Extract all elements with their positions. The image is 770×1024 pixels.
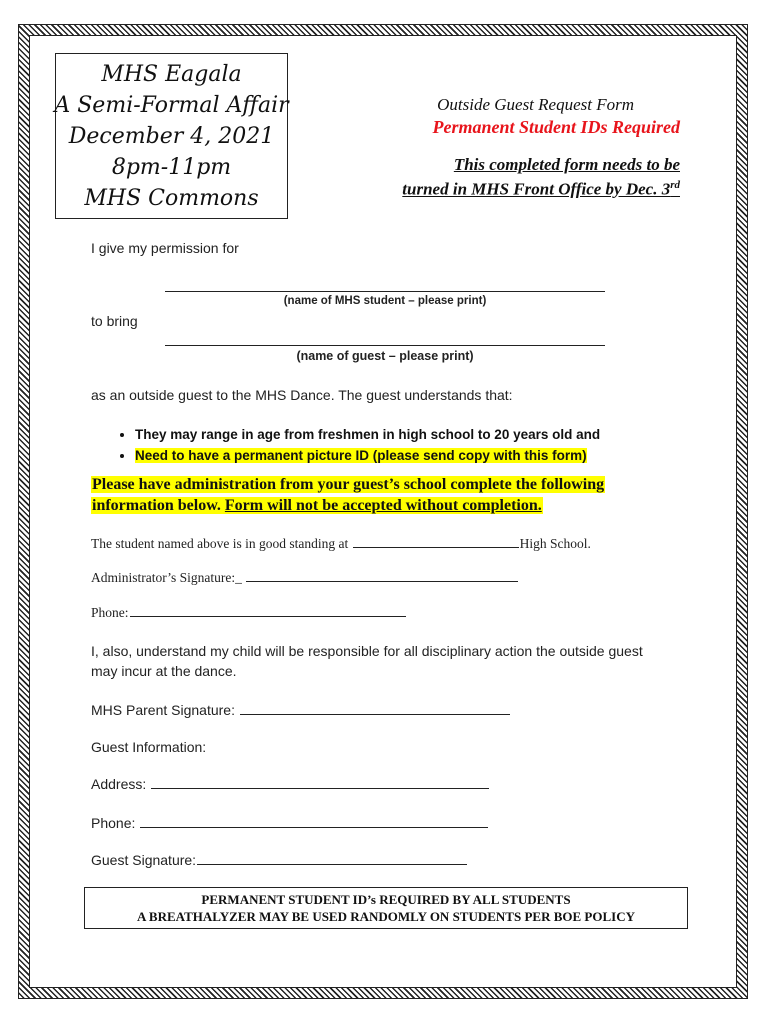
guest-name-caption: (name of guest – please print) bbox=[296, 349, 474, 363]
form-title: Outside Guest Request Form bbox=[437, 95, 634, 114]
policy-footer-box bbox=[84, 887, 688, 929]
footer-id-requirement: PERMANENT STUDENT ID’s REQUIRED BY ALL STUDENTS bbox=[201, 892, 571, 907]
requirement-age: • They may range in age from freshmen in high school to 20 years old and bbox=[135, 424, 600, 445]
outside-guest-statement: as an outside guest to the MHS Dance. The guest understands that: bbox=[91, 387, 513, 403]
turn-in-line-2: turned in MHS Front Office by Dec. 3 bbox=[402, 179, 671, 199]
guest-name-line[interactable] bbox=[165, 345, 605, 346]
event-date: December 4, 2021 bbox=[68, 123, 275, 149]
admin-signature-line[interactable] bbox=[246, 580, 518, 582]
to-bring-label: to bring bbox=[91, 313, 138, 329]
event-name: MHS Eagala bbox=[101, 61, 242, 87]
ids-required-notice: Permanent Student IDs Required bbox=[432, 117, 680, 137]
guest-info-heading: Guest Information: bbox=[91, 739, 207, 755]
admin-note-part-3: Form will not be accepted without completion. bbox=[224, 497, 542, 514]
admin-note-part-2: information below. bbox=[92, 497, 225, 514]
guest-phone-line[interactable] bbox=[140, 826, 488, 828]
admin-signature-row bbox=[91, 570, 519, 586]
good-standing-suffix: High School. bbox=[519, 536, 591, 551]
guest-address-line[interactable] bbox=[151, 787, 489, 789]
permission-intro: I give my permission for bbox=[91, 240, 239, 256]
guest-requirements-list bbox=[115, 424, 600, 466]
admin-phone-line[interactable] bbox=[130, 615, 406, 617]
event-time: 8pm-11pm bbox=[111, 154, 232, 180]
guest-address-row bbox=[91, 776, 490, 792]
parent-signature-row bbox=[91, 702, 511, 718]
event-info-box bbox=[55, 53, 288, 219]
guest-address-label: Address: bbox=[91, 776, 147, 792]
school-name-line[interactable] bbox=[353, 546, 519, 548]
guest-signature-line[interactable] bbox=[197, 863, 467, 865]
parent-signature-line[interactable] bbox=[240, 713, 510, 715]
event-subtitle: A Semi-Formal Affair bbox=[54, 92, 289, 118]
guest-signature-label: Guest Signature: bbox=[91, 852, 197, 868]
parent-signature-label: MHS Parent Signature: bbox=[91, 702, 235, 718]
student-name-caption: (name of MHS student – please print) bbox=[283, 295, 487, 307]
parent-responsibility-statement: I, also, understand my child will be responsible for all disciplinary action the outside guest may incur at the dance. bbox=[91, 643, 643, 679]
admin-signature-label: Administrator’s Signature:_ bbox=[91, 570, 242, 585]
footer-breathalyzer-policy: A BREATHALYZER MAY BE USED RANDOMLY ON STUDENTS PER BOE POLICY bbox=[137, 909, 635, 924]
guest-phone-label: Phone: bbox=[91, 815, 136, 831]
guest-phone-row bbox=[91, 815, 489, 831]
form-header bbox=[310, 95, 680, 200]
good-standing-prefix: The student named above is in good standing at bbox=[91, 536, 349, 551]
turn-in-ordinal: rd bbox=[670, 179, 680, 191]
guest-signature-row bbox=[91, 852, 468, 868]
event-location: MHS Commons bbox=[84, 185, 259, 211]
turn-in-line-1: This completed form needs to be bbox=[453, 155, 680, 174]
admin-phone-row bbox=[91, 605, 407, 621]
good-standing-row bbox=[91, 536, 591, 552]
admin-note-part-1: Please have administration from your guest’s school complete the following bbox=[92, 476, 605, 493]
turn-in-deadline bbox=[310, 154, 680, 200]
requirement-photo-id: • Need to have a permanent picture ID (please send copy with this form) bbox=[135, 445, 600, 466]
admin-phone-label: Phone: bbox=[91, 605, 129, 620]
administration-notice bbox=[91, 474, 691, 516]
student-name-line[interactable] bbox=[165, 291, 605, 292]
